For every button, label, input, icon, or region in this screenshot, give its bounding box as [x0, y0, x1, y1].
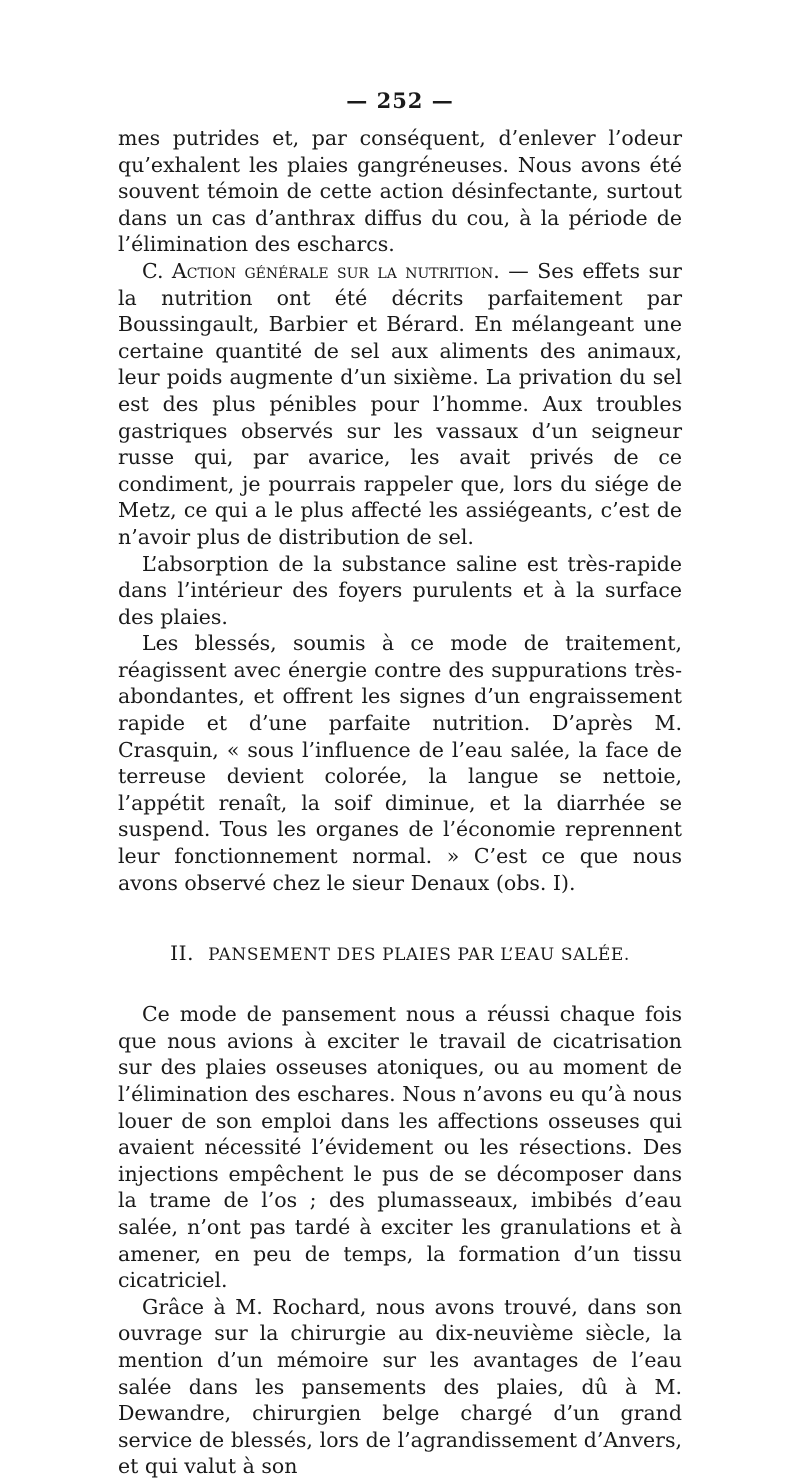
section-ii-numeral: II.	[170, 941, 195, 966]
paragraph-section-c	[118, 258, 682, 551]
paragraph-blesses: Les blessés, soumis à ce mode de traitement, réagissent avec énergie contre des suppurations très-abondantes, et offrent les signes d’un engraissement rapide et d’une parfaite nutrition. D’après M. Crasquin, « sous l’influence de l’eau salée, la face de terreuse devient colorée, la langue se nettoie, l’appétit renaît, la soif diminue, et la diarrhée se suspend. Tous les organes de l’économie reprennent leur fonctionnement normal. » C’est ce que nous avons observé chez le sieur Denaux (obs. I).	[118, 631, 682, 895]
paragraph-rochard: Grâce à M. Rochard, nous avons trouvé, dans son ouvrage sur la chirurgie au dix-neuvième siècle, la mention d’un mémoire sur les avantages de l’eau salée dans les pansements des plaies, dû à M. Dewandre, chirurgien belge chargé d’un grand service de blessés, lors de l’agrandissement d’Anvers, et qui valut à son	[118, 1294, 682, 1479]
paragraph-absorption: L’absorption de la substance saline est très-rapide dans l’intérieur des foyers purulents et à la surface des plaies.	[118, 551, 682, 629]
section-ii-title: PANSEMENT DES PLAIES PAR L’EAU SALÉE.	[208, 945, 630, 966]
page-number: — 252 —	[346, 88, 454, 113]
section-c-heading: C. Action générale sur la nutrition.	[142, 258, 500, 283]
paragraph-continuation: mes putrides et, par conséquent, d’enlever l’odeur qu’exhalent les plaies gangréneuses. Nous avons été souvent témoin de cette action désinfectante, surtout dans un cas d’anthrax diffus du cou, à la période de l’élimination des escharcs.	[118, 126, 682, 257]
section-c-text: — Ses effets sur la nutrition ont été décrits parfaitement par Boussingault, Barbier et Bérard. En mélangeant une certaine quantité de sel aux aliments des animaux, leur poids augmente d’un sixième. La privation du sel est des plus pénibles pour l’homme. Aux troubles gastriques observés sur les vassaux d’un seigneur russe qui, par avarice, les avait privés de ce condiment, je pourrais rappeler que, lors du siége de Metz, ce qui a le plus affecté les assiégeants, c’est de n’avoir plus de distribution de sel.	[118, 258, 682, 549]
section-ii-heading	[118, 941, 682, 965]
paragraph-pansement: Ce mode de pansement nous a réussi chaque fois que nous avions à exciter le travail de cicatrisation sur des plaies osseuses atoniques, ou au moment de l’élimination des eschares. Nous n’avons eu qu’à nous louer de son emploi dans les affections osseuses qui avaient nécessité l’évidement ou les résections. Des injections empêchent le pus de se décomposer dans la trame de l’os ; des plumasseaux, imbibés d’eau salée, n’ont pas tardé à exciter les granulations et à amener, en peu de temps, la formation d’un tissu cicatriciel.	[118, 1002, 682, 1293]
